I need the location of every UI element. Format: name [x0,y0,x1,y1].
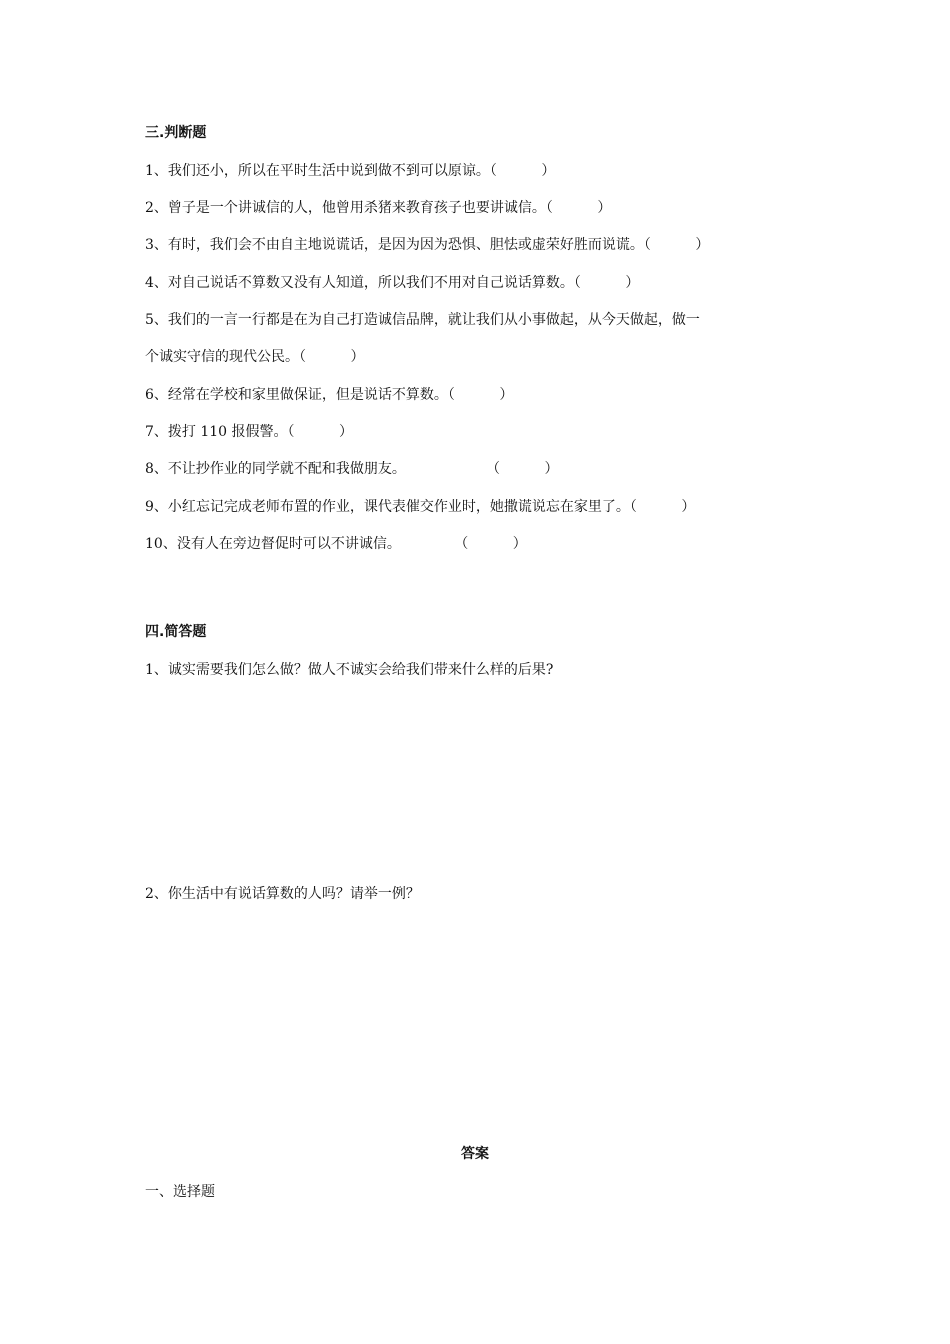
judgment-item-4: 4、对自己说话不算数又没有人知道，所以我们不用对自己说话算数。（ ） [145,275,640,291]
short-answer-q1: 1、诚实需要我们怎么做？做人不诚实会给我们带来什么样的后果? [145,662,554,678]
answers-title: 答案 [461,1146,489,1162]
section3-title: 三.判断题 [145,125,207,141]
answers-subtitle: 一、选择题 [145,1184,215,1200]
judgment-item-8: 8、不让抄作业的同学就不配和我做朋友。 （ ） [145,461,559,477]
short-answer-q2: 2、你生活中有说话算数的人吗？请举一例？ [145,886,420,902]
section4-title: 四.简答题 [145,624,207,640]
judgment-item-9: 9、小红忘记完成老师布置的作业，课代表催交作业时，她撒谎说忘在家里了。（ ） [145,499,696,515]
judgment-item-10: 10、没有人在旁边督促时可以不讲诚信。 （ ） [145,536,527,552]
judgment-item-1: 1、我们还小，所以在平时生活中说到做不到可以原谅。（ ） [145,163,556,179]
judgment-item-5-cont: 个诚实守信的现代公民。（ ） [145,349,365,365]
judgment-item-7: 7、拨打 110 报假警。（ ） [145,424,354,440]
judgment-item-5: 5、我们的一言一行都是在为自己打造诚信品牌，就让我们从小事做起，从今天做起，做一 [145,312,700,328]
judgment-item-3: 3、有时，我们会不由自主地说谎话，是因为因为恐惧、胆怯或虚荣好胜而说谎。（ ） [145,237,710,253]
judgment-item-6: 6、经常在学校和家里做保证，但是说话不算数。（ ） [145,387,514,403]
judgment-item-2: 2、曾子是一个讲诚信的人，他曾用杀猪来教育孩子也要讲诚信。（ ） [145,200,612,216]
